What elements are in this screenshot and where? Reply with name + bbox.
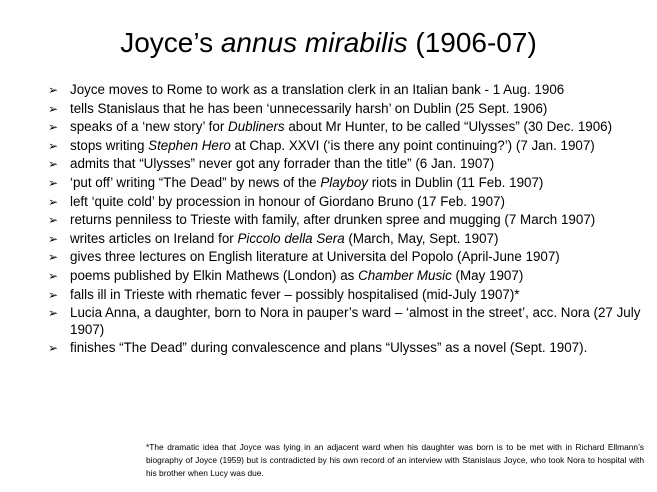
bullet-text: Joyce moves to Rome to work as a translation clerk in an Italian bank - 1 Aug. 1906	[70, 82, 565, 97]
arrow-bullet-icon: ➢	[48, 341, 59, 356]
arrow-bullet-icon: ➢	[48, 287, 59, 302]
bullet-post: riots in Dublin (11 Feb. 1907)	[367, 174, 544, 190]
arrow-bullet-icon: ➢	[48, 306, 59, 321]
bullet-post: (March, May, Sept. 1907)	[344, 230, 499, 246]
bullet-item	[48, 212, 648, 228]
footnote-text: The dramatic idea that Joyce was lying in an adjacent ward when his daughter was born is to be met with in Richard Ellmann’s biography of Joyce (1959) but is contradicted by his own record of an interview with Stanislaus Joyce, who took Nora to hospital with his brother when Lucy was due.	[146, 442, 644, 478]
bullet-pre: speaks of a ‘new story’ for	[70, 119, 229, 135]
arrow-bullet-icon: ➢	[48, 213, 59, 228]
arrow-bullet-icon: ➢	[48, 157, 59, 172]
arrow-bullet-icon: ➢	[48, 250, 59, 265]
bullet-item	[48, 175, 648, 191]
arrow-bullet-icon: ➢	[48, 194, 59, 209]
bullet-item	[48, 194, 648, 210]
bullet-text: falls ill in Trieste with rhematic fever – possibly hospitalised (mid-July 1907)*	[70, 286, 520, 302]
bullet-text: Lucia Anna, a daughter, born to Nora in pauper’s ward – ‘almost in the street’, acc. Nora (27 July 1907)	[70, 305, 641, 337]
arrow-bullet-icon: ➢	[48, 268, 59, 283]
bullet-item	[48, 287, 648, 303]
arrow-bullet-icon: ➢	[48, 175, 59, 190]
title-italic: annus mirabilis	[220, 27, 408, 58]
bullet-item	[48, 156, 648, 172]
bullet-text: finishes “The Dead” during convalescence and plans “Ulysses” as a novel (Sept. 1907).	[70, 340, 588, 356]
bullet-item	[48, 340, 648, 356]
bullet-post: (May 1907)	[451, 267, 524, 283]
bullet-italic: Chamber Music	[358, 267, 452, 283]
bullet-item	[48, 138, 648, 154]
footnote-marker: *	[146, 442, 150, 452]
bullet-text: tells Stanislaus that he has been ‘unnecessarily harsh’ on Dublin (25 Sept. 1906)	[70, 100, 548, 116]
bullet-italic: Stephen Hero	[148, 137, 231, 153]
bullet-pre: poems published by Elkin Mathews (London) as	[70, 267, 359, 283]
bullet-text: admits that “Ulysses” never got any forrader than the title” (6 Jan. 1907)	[70, 156, 495, 172]
bullet-pre: stops writing	[70, 137, 149, 153]
bullet-italic: Piccolo della Sera	[237, 230, 345, 246]
bullet-item	[48, 119, 648, 135]
bullet-item	[48, 305, 648, 338]
bullet-item	[48, 249, 648, 265]
bullet-text: left ‘quite cold’ by procession in honour of Giordano Bruno (17 Feb. 1907)	[70, 193, 505, 209]
bullet-post: about Mr Hunter, to be called “Ulysses” (30 Dec. 1906)	[284, 119, 613, 135]
bullet-item	[48, 101, 648, 117]
slide-title	[0, 26, 657, 60]
bullet-item	[48, 268, 648, 284]
arrow-bullet-icon: ➢	[48, 83, 59, 97]
bullet-italic: Dubliners	[228, 119, 285, 135]
arrow-bullet-icon: ➢	[48, 138, 59, 153]
arrow-bullet-icon: ➢	[48, 101, 59, 116]
bullet-text: gives three lectures on English literature at Universita del Popolo (April-June 1907)	[70, 249, 560, 265]
arrow-bullet-icon: ➢	[48, 120, 59, 135]
bullet-item	[48, 82, 648, 98]
bullet-pre: ‘put off’ writing “The Dead” by news of the	[70, 174, 321, 190]
title-post: (1906-07)	[407, 27, 537, 58]
bullet-list	[48, 82, 648, 359]
footnote	[146, 441, 644, 479]
bullet-text: returns penniless to Trieste with family, after drunken spree and mugging (7 March 1907)	[70, 212, 596, 228]
arrow-bullet-icon: ➢	[48, 231, 59, 246]
bullet-italic: Playboy	[320, 174, 368, 190]
bullet-pre: writes articles on Ireland for	[70, 230, 238, 246]
title-pre: Joyce’s	[120, 27, 221, 58]
bullet-item	[48, 231, 648, 247]
bullet-post: at Chap. XXVI (‘is there any point continuing?’) (7 Jan. 1907)	[230, 137, 595, 153]
